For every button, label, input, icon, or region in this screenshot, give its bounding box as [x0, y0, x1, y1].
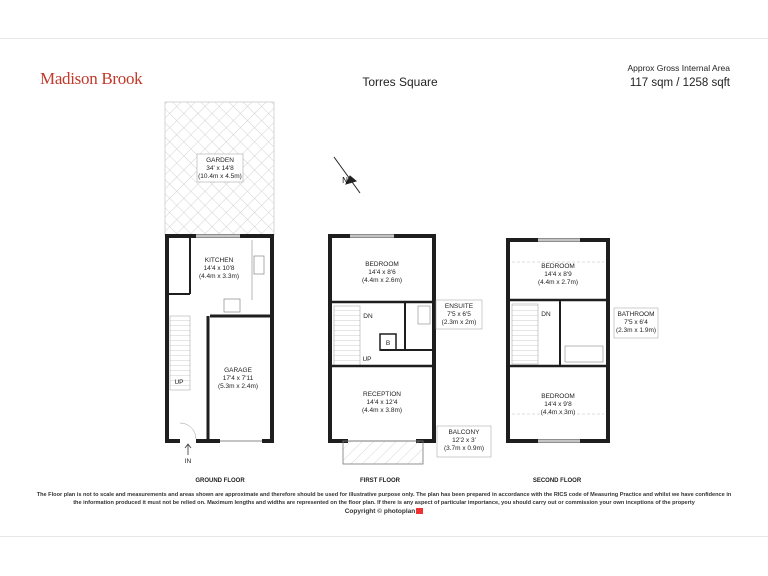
- garden-size-metric: (10.4m x 4.5m): [198, 173, 242, 180]
- garage-name: GARAGE: [224, 367, 252, 374]
- balcony-size-metric: (3.7m x 0.9m): [443, 445, 485, 452]
- ground-stairs-label: UP: [174, 379, 184, 386]
- garage-size-metric: (5.3m x 2.4m): [217, 383, 259, 390]
- second-bedroom1-size-imperial: 14'4 x 8'9: [544, 271, 572, 278]
- disclaimer-text: The Floor plan is not to scale and measurements and areas shown are approximate and therefore should be used for illustrative purpose only. The plan has been prepared in accordance with the RICS code of Measuring Practice and whilst we have confidence in the information produced it must not be relied on. Maximum lengths and widths are represented on the floor plan. If there is any aspect of particular importance, you should carry out or commission your own inceptions of the property: [36, 492, 732, 506]
- ground-door-swing: [180, 423, 196, 439]
- second-bedroom2-size-imperial: 14'4 x 9'8: [544, 401, 572, 408]
- reception-name: RECEPTION: [363, 391, 401, 398]
- first-stairs-down-label: DN: [363, 313, 373, 320]
- compass: [334, 157, 360, 193]
- balcony-name: BALCONY: [448, 429, 480, 436]
- ground-floor-label: GROUND FLOOR: [195, 478, 245, 484]
- second-bedroom2-name: BEDROOM: [541, 393, 575, 400]
- second-bedroom2-size-metric: (4.4m x 3m): [540, 409, 576, 416]
- garden-size-imperial: 34' x 14'8: [206, 165, 234, 172]
- compass-letter: N: [342, 176, 348, 185]
- copyright-line: Copyright © photoplan: [334, 508, 434, 515]
- garden-name: GARDEN: [206, 157, 234, 164]
- garage-size-imperial: 17'4 x 7'11: [222, 375, 254, 382]
- kitchen-size-metric: (4.4m x 3.3m): [198, 273, 240, 280]
- bathroom-size-imperial: 7'5 x 6'4: [624, 319, 648, 326]
- bathroom-size-metric: (2.3m x 1.9m): [615, 327, 657, 334]
- first-stairs: [334, 306, 360, 366]
- bottom-divider: [0, 536, 768, 537]
- second-floor-label: SECOND FLOOR: [532, 478, 582, 484]
- property-address: Torres Square: [362, 75, 438, 89]
- first-bedroom-size-metric: (4.4m x 2.6m): [361, 277, 403, 284]
- entrance-label: IN: [184, 458, 192, 465]
- area-label: Approx Gross Internal Area: [627, 63, 730, 73]
- entrance-arrow-icon: [185, 444, 191, 455]
- second-bedroom1-name: BEDROOM: [541, 263, 575, 270]
- first-floor-label: FIRST FLOOR: [360, 478, 400, 484]
- first-bedroom-name: BEDROOM: [365, 261, 399, 268]
- photoplan-brand: photoplan: [383, 508, 416, 515]
- kitchen-sink-icon: [254, 256, 264, 274]
- agency-logo: Madison Brook: [40, 69, 143, 88]
- balcony-size-imperial: 12'2 x 3': [452, 437, 476, 444]
- compass-arrow-icon: [334, 157, 360, 193]
- ensuite-size-metric: (2.3m x 2m): [441, 319, 477, 326]
- reception-size-metric: (4.4m x 3.8m): [361, 407, 403, 414]
- kitchen-hob-icon: [224, 299, 240, 312]
- area-value: 117 sqm / 1258 sqft: [629, 77, 730, 89]
- second-bedroom1-size-metric: (4.4m x 2.7m): [537, 279, 579, 286]
- bathroom-name: BATHROOM: [617, 311, 655, 318]
- balcony-deck: [343, 441, 423, 464]
- second-floor: [508, 240, 658, 441]
- ensuite-name: ENSUITE: [444, 303, 474, 310]
- ensuite-size-imperial: 7'5 x 6'5: [447, 311, 471, 318]
- kitchen-size-imperial: 14'4 x 10'8: [203, 265, 235, 272]
- first-stairs-up-label: UP: [362, 356, 372, 363]
- kitchen-name: KITCHEN: [204, 257, 234, 264]
- first-bedroom-size-imperial: 14'4 x 8'6: [368, 269, 396, 276]
- bath-icon: [565, 346, 603, 362]
- photoplan-logo-icon: [416, 508, 423, 514]
- copyright-label: Copyright: [344, 508, 376, 515]
- second-stairs: [512, 304, 538, 364]
- second-stairs-down-label: DN: [541, 311, 551, 318]
- ensuite-shower-icon: [418, 306, 430, 324]
- reception-size-imperial: 14'4 x 12'4: [366, 399, 398, 406]
- boiler-label: B: [385, 340, 391, 347]
